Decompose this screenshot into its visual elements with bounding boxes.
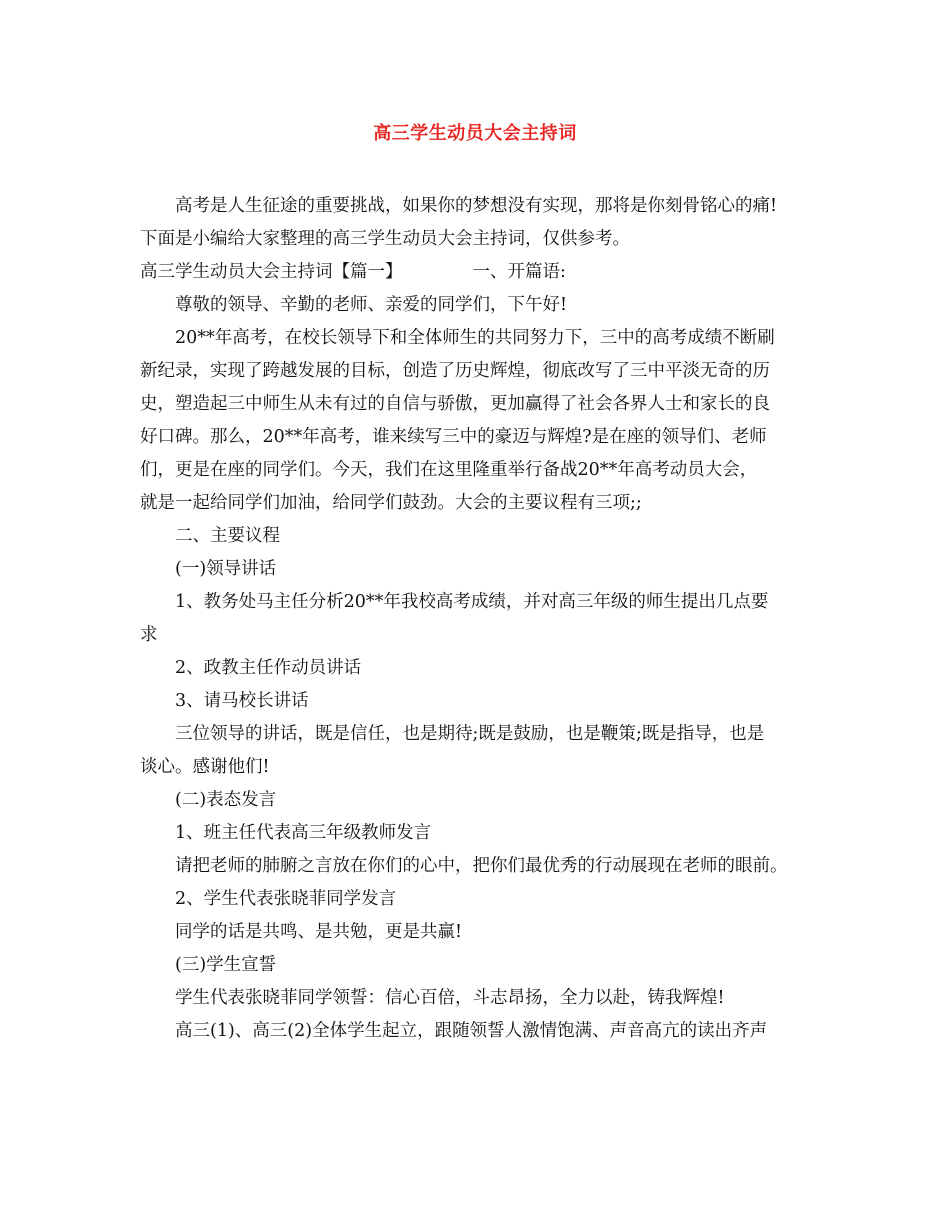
paragraph-line: 就是一起给同学们加油，给同学们鼓劲。大会的主要议程有三项;; xyxy=(140,493,642,513)
paragraph-line: 史，塑造起三中师生从未有过的自信与骄傲，更加赢得了社会各界人士和家长的良 xyxy=(140,394,770,414)
list-item: 3、请马校长讲话 xyxy=(175,691,309,711)
paragraph-line: 20**年高考，在校长领导下和全体师生的共同努力下，三中的高考成绩不断刷 xyxy=(175,328,775,348)
paragraph-line: 下面是小编给大家整理的高三学生动员大会主持词，仅供参考。 xyxy=(140,229,630,249)
paragraph-line: 高考是人生征途的重要挑战，如果你的梦想没有实现，那将是你刻骨铭心的痛! xyxy=(175,196,778,216)
subsection-heading: (一)领导讲话 xyxy=(175,559,277,579)
list-item: 1、班主任代表高三年级教师发言 xyxy=(175,823,432,843)
subsection-heading: (三)学生宣誓 xyxy=(175,955,277,975)
paragraph-line: 们，更是在座的同学们。今天，我们在这里隆重举行备战20**年高考动员大会， xyxy=(140,460,758,480)
paragraph-line: 高三(1)、高三(2)全体学生起立，跟随领誓人激情饱满、声音高亢的读出齐声 xyxy=(175,1021,768,1041)
section-heading: 高三学生动员大会主持词【篇一】 xyxy=(140,262,403,282)
list-item: 1、教务处马主任分析20**年我校高考成绩，并对高三年级的师生提出几点要 xyxy=(175,592,769,612)
list-item: 2、学生代表张晓菲同学发言 xyxy=(175,889,397,909)
paragraph-line: 新纪录，实现了跨越发展的目标，创造了历史辉煌，彻底改写了三中平淡无奇的历 xyxy=(140,361,770,381)
list-item-continuation: 求 xyxy=(140,625,158,645)
paragraph-line: 尊敬的领导、辛勤的老师、亲爱的同学们，下午好! xyxy=(175,295,568,315)
document-body xyxy=(140,190,820,1048)
paragraph-line: 同学的话是共鸣、是共勉，更是共赢! xyxy=(175,922,463,942)
section-heading-line xyxy=(140,256,820,289)
paragraph-line: 请把老师的肺腑之言放在你们的心中，把你们最优秀的行动展现在老师的眼前。 xyxy=(175,856,788,876)
document-title: 高三学生动员大会主持词 xyxy=(373,123,577,144)
subsection-heading: (二)表态发言 xyxy=(175,790,277,810)
section-heading: 二、主要议程 xyxy=(175,526,280,546)
paragraph-line: 谈心。感谢他们! xyxy=(140,757,270,777)
paragraph-line: 好口碑。那么，20**年高考，谁来续写三中的豪迈与辉煌?是在座的领导们、老师 xyxy=(140,427,767,447)
paragraph-line: 学生代表张晓菲同学领誓：信心百倍，斗志昂扬，全力以赴，铸我辉煌! xyxy=(175,988,725,1008)
list-item: 2、政教主任作动员讲话 xyxy=(175,658,362,678)
paragraph-line: 三位领导的讲话，既是信任，也是期待;既是鼓励，也是鞭策;既是指导，也是 xyxy=(175,724,765,744)
subsection-heading: 一、开篇语: xyxy=(472,262,566,282)
